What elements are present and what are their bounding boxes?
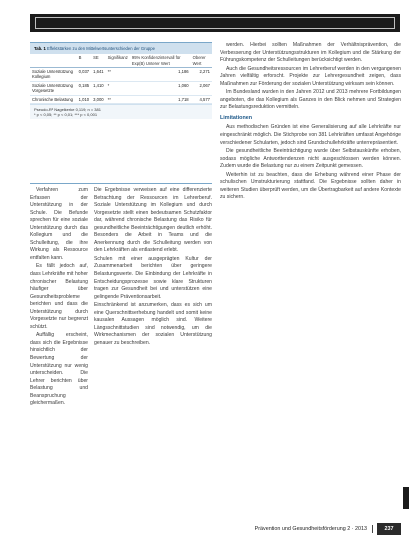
text-column-middle — [94, 187, 212, 348]
footer-divider — [372, 525, 373, 533]
table-caption-text: Effektstärken zu den Mittelwertsunterschieden der Gruppe — [46, 46, 155, 51]
paragraph: Aus methodischen Gründen ist eine Generalisierung auf alle Lehrkräfte nur eingeschränkt möglich. Die Stichprobe von 381 Lehrkräften umfasst Angehörige verschiedener Schularten, jedoch sind Grundschullehrkräfte unterrepräsentiert. — [220, 124, 401, 146]
table-cell: 1,186 — [178, 69, 189, 75]
table-header-row — [30, 54, 212, 67]
edge-marker — [403, 487, 409, 509]
table-footnote-line: * p < 0,05; ** p < 0,01; *** p < 0,001 — [34, 112, 98, 118]
paragraph: Auffällig erscheint, dass sich die Ergebnisse hinsichtlich der Bewertung der Unterstützung nur wenig unterscheiden. Die Lehrer berichten über Belastung und Beanspruchung gleichermaßen. — [30, 332, 88, 407]
page-number: 237 — [377, 523, 401, 535]
table-cell: 1,641 — [93, 69, 104, 75]
table-cell: 1,060 — [178, 82, 189, 88]
table-header: Oberer Wert — [192, 55, 206, 66]
text-column-left — [30, 187, 88, 409]
table-cell: 2,271 — [199, 69, 210, 75]
table-cell: 3,000 — [93, 96, 104, 102]
table-row — [30, 68, 212, 82]
table-cell: ** — [107, 96, 111, 102]
paragraph: werden. Hierbei sollten Maßnahmen der Verhältnisprävention, die Verbesserung der Unterstützungsstrukturen im Kollegium und die Stärkung der Führungskompetenz der Schulleitungen berücksichtigt werden. — [220, 42, 401, 64]
header-bar-frame — [35, 17, 395, 29]
section-heading: Limitationen — [220, 114, 253, 121]
table-cell: 1,410 — [93, 82, 104, 88]
table-caption-label: Tab. 1 — [34, 46, 46, 51]
data-table — [30, 54, 212, 104]
table-cell: 1,718 — [178, 96, 189, 102]
journal-name: Prävention und Gesundheitsförderung 2 · 2013 — [254, 526, 367, 532]
paragraph: Weiterhin ist zu beachten, dass die Erhebung während einer Phase der schulischen Umstrukturierung stattfand. Die Ergebnisse sollten daher in weiteren Studien überprüft werden, um die Übertragbarkeit auf andere Kontexte zu sichern. — [220, 171, 401, 201]
table-footnote — [30, 104, 212, 119]
paragraph: Auch die Gesundheitsressourcen im Lehrerberuf werden in den vergangenen Jahren vielfältig erforscht. Projekte zur Lehrergesundheit zeigen, dass Maßnahmen zur Förderung der sozialen Unterstützung wirksam sein können. — [220, 65, 401, 87]
paragraph: Es fällt jedoch auf, dass Lehrkräfte mit hoher chronischer Belastung häufiger über Gesundheitsprobleme berichten und dass die Unterstützung durch Vorgesetzte nur begrenzt schützt. — [30, 263, 88, 330]
header-bar — [30, 14, 400, 32]
table-cell: Chronische Belastung — [32, 96, 73, 102]
paragraph: Die Ergebnisse verweisen auf eine differenzierte Betrachtung der Ressourcen im Lehrerberuf. Soziale Unterstützung im Kollegium und durch Vorgesetzte stellt einen bedeutsamen Schutzfaktor dar, während chronische Belastung das Risiko für gesundheitliche Beeinträchtigungen deutlich erhöht. Besonders die Arbeit in Teams und die Anerkennung durch die Schulleitung werden von den Lehrkräften als entlastend erlebt. — [94, 187, 212, 254]
table-caption — [30, 43, 212, 54]
paragraph: Schulen mit einer ausgeprägten Kultur der Zusammenarbeit berichten über geringere Belastungswerte. Die Einbindung der Lehrkräfte in Entscheidungsprozesse sowie klare Strukturen tragen zur Gesundheit bei und unterstützen eine gelingende Präventionsarbeit. — [94, 255, 212, 300]
table-header — [30, 54, 77, 67]
table-cell: ** — [107, 69, 111, 75]
paragraph: Im Bundesland wurden in den Jahren 2012 und 2013 mehrere Fortbildungen angeboten, die das Kollegium als Ganzes in den Blick nehmen und Strategien zur Belastungsreduktion vermitteln. — [220, 89, 401, 111]
paragraph: Die gesundheitliche Beeinträchtigung wurde über Selbstauskünfte erhoben, sodass mögliche Antworttendenzen nicht ausgeschlossen werden können. Zudem wurde die Belastung nur zu einem Zeitpunkt gemessen. — [220, 148, 401, 170]
text-column-right — [220, 42, 401, 203]
table-row — [30, 81, 212, 95]
table-cell: Soziale Unterstützung Vorgesetzte — [32, 82, 73, 94]
table-cell: 0,037 — [78, 69, 90, 75]
table-cell: 0,185 — [78, 82, 90, 88]
table-cell: 2,067 — [199, 82, 210, 88]
page-footer — [160, 523, 401, 535]
table-cell: 4,577 — [199, 96, 210, 102]
table-header: Signifikanz — [107, 55, 128, 61]
table-row — [30, 95, 212, 103]
table-footnote-line: Pseudo-R² Nagelkerke 0,119; n = 381 — [34, 107, 101, 113]
paragraph: Einschränkend ist anzumerken, dass es sich um eine Querschnittserhebung handelt und somit keine kausalen Aussagen möglich sind. Weitere Längsschnittstudien sind notwendig, um die Wirkmechanismen der sozialen Unterstützung genauer zu beschreiben. — [94, 302, 212, 346]
table-cell: 1,010 — [78, 96, 90, 102]
table-header: SE — [93, 55, 99, 61]
paragraph: Verfahren zum Erfassen der Unterstützung in der Schule. Die Befunde sprechen für eine soziale Unterstützung durch das Kollegium und die Schulleitung, die ihre Wirkung als Ressource entfalten kann. — [30, 187, 88, 261]
results-table — [30, 42, 212, 184]
table-header: B — [78, 55, 82, 61]
table-cell: Soziale Unterstützung Kollegium — [32, 69, 73, 80]
table-cell: * — [107, 82, 110, 88]
table-header: 95% Konfidenzintervall für Exp(B) Unterer Wert — [131, 55, 181, 66]
